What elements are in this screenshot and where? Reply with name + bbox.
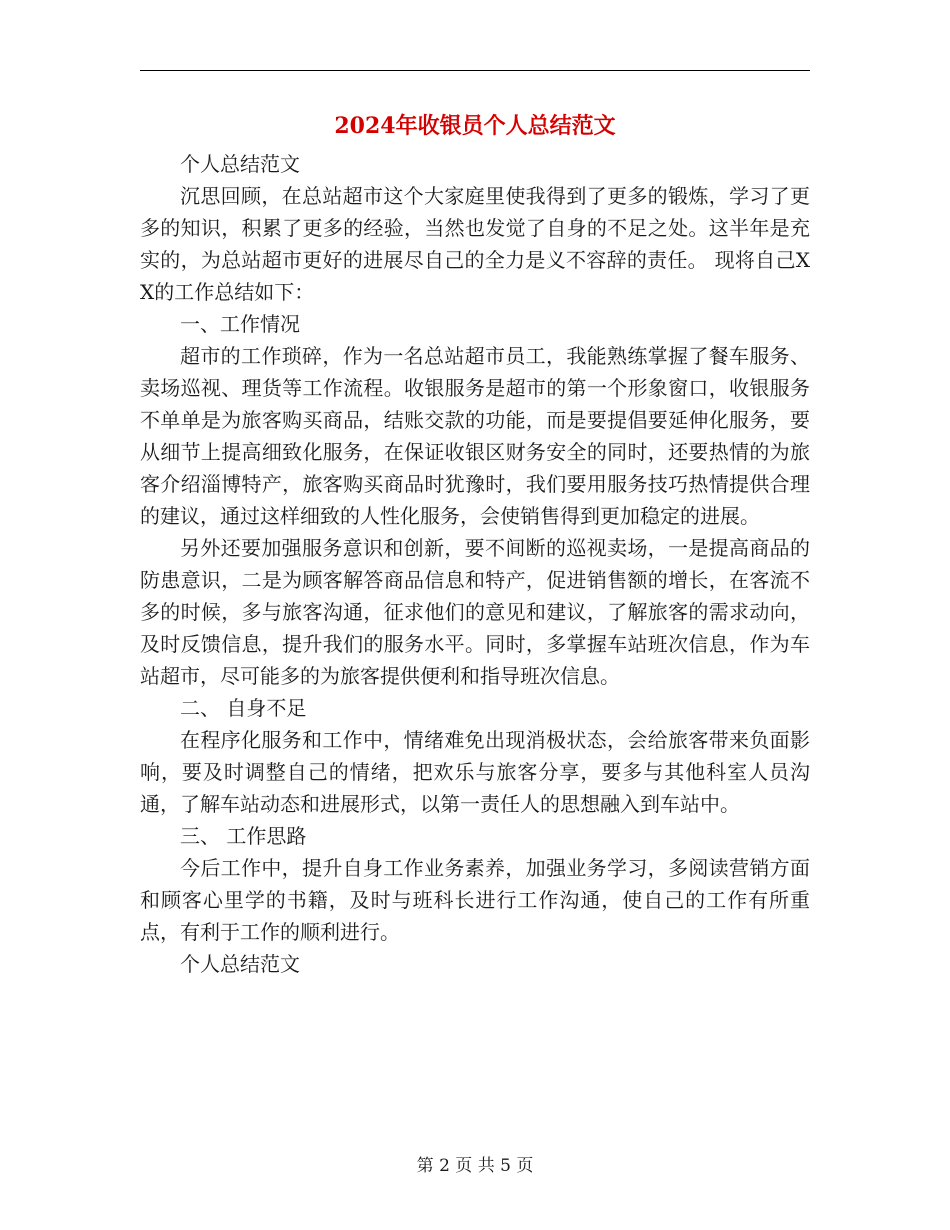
section-heading-plan: 三、 工作思路: [180, 824, 307, 848]
header-rule: [140, 70, 810, 71]
paragraph-plan: 今后工作中，提升自身工作业务素养，加强业务学习，多阅读营销方面和顾客心里学的书籍，及时与班科长进行工作沟通，使自己的工作有所重点，有利于工作的顺利进行。: [140, 856, 810, 944]
page-footer: 第 2 页 共 5 页: [416, 1156, 534, 1176]
document-body: [140, 148, 810, 980]
paragraph-intro: 沉思回顾，在总站超市这个大家庭里使我得到了更多的锻炼，学习了更多的知识，积累了更多的经验，当然也发觉了自身的不足之处。这半年是充实的，为总站超市更好的进展尽自己的全力是义不容辞的责任。 现将自己XX的工作总结如下：: [140, 184, 810, 304]
paragraph-work-2: 另外还要加强服务意识和创新，要不间断的巡视卖场，一是提高商品的防患意识，二是为顾客解答商品信息和特产，促进销售额的增长，在客流不多的时候，多与旅客沟通，征求他们的意见和建议，了解旅客的需求动向，及时反馈信息，提升我们的服务水平。同时，多掌握车站班次信息，作为车站超市，尽可能多的为旅客提供便利和指导班次信息。: [140, 536, 810, 688]
paragraph-work-1: 超市的工作琐碎，作为一名总站超市员工，我能熟练掌握了餐车服务、卖场巡视、理货等工作流程。收银服务是超市的第一个形象窗口，收银服务不单单是为旅客购买商品，结账交款的功能，而是要提倡要延伸化服务，要从细节上提高细致化服务，在保证收银区财务安全的同时，还要热情的为旅客介绍淄博特产，旅客购买商品时犹豫时，我们要用服务技巧热情提供合理的建议，通过这样细致的人性化服务，会使销售得到更加稳定的进展。: [140, 344, 810, 528]
document-title: 2024年收银员个人总结范文: [334, 113, 616, 139]
paragraph-subtitle: 个人总结范文: [180, 152, 300, 176]
paragraph-next-subtitle: 个人总结范文: [180, 952, 300, 976]
section-heading-shortcomings: 二、 自身不足: [180, 696, 307, 720]
section-heading-work: 一、工作情况: [180, 312, 300, 336]
paragraph-shortcomings: 在程序化服务和工作中，情绪难免出现消极状态，会给旅客带来负面影响，要及时调整自己的情绪，把欢乐与旅客分享，要多与其他科室人员沟通，了解车站动态和进展形式，以第一责任人的思想融入到车站中。: [140, 728, 810, 816]
